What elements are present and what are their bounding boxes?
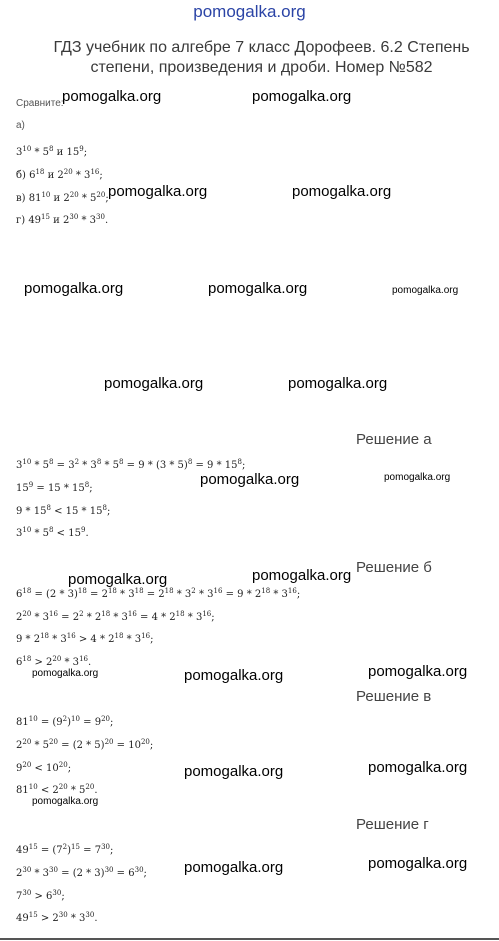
watermark-text: pomogalka.org [368, 759, 468, 776]
solution-b-line: $6^{18} = (2 * 3)^{18} = 2^{18} * 3^{18} = 2^{18} * 3^2 * 3^{16} = 9 * 2^{18} * 3^{16}$; [16, 587, 301, 600]
solution-a-line: $3^{10} * 5^8 < 15^9$. [16, 526, 89, 539]
solution-d-line: $7^{30} > 6^{30}$; [16, 889, 65, 902]
watermark-text: pomogalka.org [392, 285, 459, 296]
watermark-text: pomogalka.org [252, 88, 352, 105]
page-title: ГДЗ учебник по алгебре 7 класс Дорофеев. 6.2 Степень степени, произведения и дроби. Номер №582 [53, 39, 470, 76]
watermark-text: pomogalka.org [368, 663, 468, 680]
task-line-a: $3^{10} * 5^8$ и $15^9$; [16, 145, 88, 158]
solution-c-line: $2^{20} * 5^{20} = (2 * 5)^{20} = 10^{20}$; [16, 738, 154, 751]
task-intro: Сравните: [16, 98, 64, 109]
task-line-d: г) $49^{15}$ и $2^{30} * 3^{30}$. [16, 213, 109, 226]
solution-d-line: $2^{30} * 3^{30} = (2 * 3)^{30} = 6^{30}$; [16, 866, 147, 879]
solution-a-line: $9 * 15^8 < 15 * 15^8$; [16, 504, 111, 517]
solution-d-line: $49^{15} = (7^2)^{15} = 7^{30}$; [16, 843, 114, 856]
solution-c-line: $9^{20} < 10^{20}$; [16, 761, 72, 774]
solution-a-line: $3^{10} * 5^8 = 3^2 * 3^8 * 5^8 = 9 * (3 * 5)^8 = 9 * 15^8$; [16, 458, 246, 471]
solution-c-line: $81^{10} < 2^{20} * 5^{20}$. [16, 783, 98, 796]
solution-d-heading: Решение г [356, 816, 429, 833]
watermark-text: pomogalka.org [368, 855, 468, 872]
watermark-text: pomogalka.org [24, 280, 124, 297]
solution-b-line: $2^{20} * 3^{16} = 2^2 * 2^{18} * 3^{16} = 4 * 2^{18} * 3^{16}$; [16, 610, 215, 623]
watermark-text: pomogalka.org [184, 667, 284, 684]
task-label-a: а) [16, 120, 25, 131]
solution-c-line: $81^{10} = (9^2)^{10} = 9^{20}$; [16, 715, 114, 728]
watermark-text: pomogalka.org [104, 375, 204, 392]
watermark-text: pomogalka.org [292, 183, 392, 200]
watermark-text: pomogalka.org [68, 571, 168, 588]
bottom-divider [0, 938, 499, 940]
watermark-text: pomogalka.org [252, 567, 352, 584]
site-logo[interactable]: pomogalka.org [193, 2, 306, 21]
watermark-text: pomogalka.org [108, 183, 208, 200]
task-line-b: б) $6^{18}$ и $2^{20} * 3^{16}$; [16, 168, 103, 181]
solution-a-line: $15^9 = 15 * 15^8$; [16, 481, 93, 494]
watermark-text: pomogalka.org [208, 280, 308, 297]
solution-d-line: $49^{15} > 2^{30} * 3^{30}$. [16, 911, 98, 924]
watermark-text: pomogalka.org [384, 472, 451, 483]
watermark-text: pomogalka.org [184, 859, 284, 876]
solution-b-heading: Решение б [356, 559, 432, 576]
watermark-text: pomogalka.org [288, 375, 388, 392]
solution-b-line: $6^{18} > 2^{20} * 3^{16}$. [16, 655, 92, 668]
task-line-c: в) $81^{10}$ и $2^{20} * 5^{20}$; [16, 191, 109, 204]
solution-c-heading: Решение в [356, 688, 432, 705]
watermark-text: pomogalka.org [62, 88, 162, 105]
watermark-text: pomogalka.org [184, 763, 284, 780]
watermark-text: pomogalka.org [32, 668, 99, 679]
solution-b-line: $9 * 2^{18} * 3^{16} > 4 * 2^{18} * 3^{16}$; [16, 632, 154, 645]
solution-a-heading: Решение а [356, 431, 432, 448]
watermark-text: pomogalka.org [200, 471, 300, 488]
watermark-text: pomogalka.org [32, 796, 99, 807]
